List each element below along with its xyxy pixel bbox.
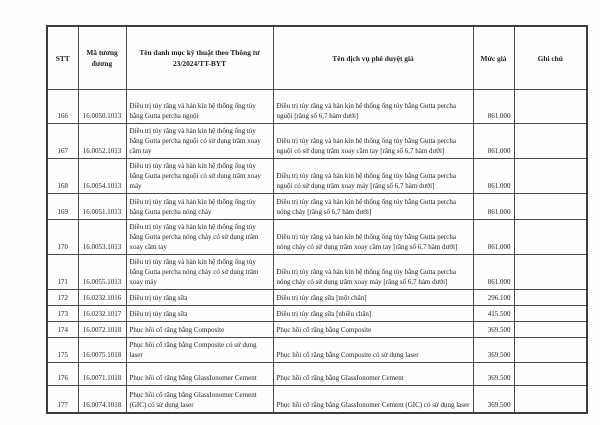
- cell-stt: 175: [47, 338, 78, 363]
- table-row: [47, 124, 587, 159]
- cell-stt: 176: [47, 363, 78, 386]
- cell-category: Phục hồi cổ răng bằng Composite có sử dụng laser: [126, 338, 273, 363]
- cell-category: Điều trị tủy răng sữa: [126, 306, 273, 322]
- cell-code: 16.0050.1013: [78, 90, 126, 124]
- cell-note: [514, 90, 587, 124]
- cell-category: Điều trị tủy răng sữa: [126, 290, 273, 306]
- header-service: Tên dịch vụ phê duyệt giá: [273, 26, 473, 90]
- cell-stt: 174: [47, 322, 78, 338]
- cell-price: 861.000: [473, 255, 514, 290]
- table-row: [47, 194, 587, 220]
- cell-price: 861.000: [473, 220, 514, 255]
- cell-service: Phục hồi cổ răng bằng GlassIonomer Cement (GIC) có sử dụng laser: [273, 386, 473, 414]
- cell-code: 16.0075.1018: [78, 338, 126, 363]
- cell-note: [514, 159, 587, 194]
- cell-category: Điều trị tủy răng và hàn kín hệ thống ống tủy bằng Gutta percha nguội có sử dụng trâm xoay máy: [126, 159, 273, 194]
- cell-category: Phục hồi cổ răng bằng GlassIonomer Cement: [126, 363, 273, 386]
- cell-price: 861.000: [473, 90, 514, 124]
- cell-price: 861.000: [473, 159, 514, 194]
- cell-stt: 169: [47, 194, 78, 220]
- cell-category: Phục hồi cổ răng bằng Composite: [126, 322, 273, 338]
- cell-stt: 173: [47, 306, 78, 322]
- cell-code: 16.0052.1013: [78, 124, 126, 159]
- table-row: [47, 220, 587, 255]
- cell-code: 16.0074.1018: [78, 386, 126, 414]
- cell-note: [514, 124, 587, 159]
- cell-code: 16.0053.1013: [78, 220, 126, 255]
- cell-service: Điều trị tủy răng sữa [một chân]: [273, 290, 473, 306]
- table-row: [47, 338, 587, 363]
- cell-price: 369.500: [473, 386, 514, 414]
- table-row: [47, 322, 587, 338]
- cell-category: Điều trị tủy răng và hàn kín hệ thống ống tủy bằng Gutta percha nóng chảy: [126, 194, 273, 220]
- cell-service: Điều trị tủy răng và hàn kín hệ thống ống tủy bằng Gutta percha nóng chảy có sử dụng trâm xoay máy [răng số 6,7 hàm dưới]: [273, 255, 473, 290]
- cell-price: 861.000: [473, 194, 514, 220]
- cell-category: Điều trị tủy răng và hàn kín hệ thống ống tủy bằng Gutta percha nguội: [126, 90, 273, 124]
- cell-note: [514, 194, 587, 220]
- cell-note: [514, 255, 587, 290]
- cell-price: 369.500: [473, 338, 514, 363]
- cell-note: [514, 386, 587, 414]
- cell-stt: 168: [47, 159, 78, 194]
- cell-service: Phục hồi cổ răng bằng GlassIonomer Cement: [273, 363, 473, 386]
- cell-note: [514, 290, 587, 306]
- cell-price: 369.500: [473, 363, 514, 386]
- cell-service: Điều trị tủy răng và hàn kín hệ thống ống tủy bằng Gutta percha nóng chảy có sử dụng trâm xoay cầm tay [răng số 6,7 hàm dưới]: [273, 220, 473, 255]
- cell-price: 415.500: [473, 306, 514, 322]
- cell-stt: 167: [47, 124, 78, 159]
- table-row: [47, 255, 587, 290]
- cell-category: Điều trị tủy răng và hàn kín hệ thống ống tủy bằng Gutta percha nóng chảy có sử dụng trâm xoay máy: [126, 255, 273, 290]
- table-header: [47, 26, 587, 90]
- cell-service: Phục hồi cổ răng bằng Composite: [273, 322, 473, 338]
- header-note: Ghi chú: [514, 26, 587, 90]
- cell-stt: 166: [47, 90, 78, 124]
- cell-service: Điều trị tủy răng và hàn kín hệ thống ống tủy bằng Gutta percha nguội có sử dụng trâm xoay cầm tay [răng số 6,7 hàm dưới]: [273, 124, 473, 159]
- cell-stt: 172: [47, 290, 78, 306]
- cell-category: Phục hồi cổ răng bằng GlassIonomer Cement (GIC) có sử dụng laser: [126, 386, 273, 414]
- cell-service: Điều trị tủy răng và hàn kín hệ thống ống tủy bằng Gutta percha nguội [răng số 6,7 hàm dưới]: [273, 90, 473, 124]
- cell-code: 16.0055.1013: [78, 255, 126, 290]
- cell-note: [514, 306, 587, 322]
- cell-note: [514, 322, 587, 338]
- cell-stt: 171: [47, 255, 78, 290]
- table-body: [47, 90, 587, 414]
- cell-price: 861.000: [473, 124, 514, 159]
- table-row: [47, 386, 587, 414]
- service-price-table: [46, 25, 588, 414]
- cell-stt: 177: [47, 386, 78, 414]
- cell-service: Điều trị tủy răng và hàn kín hệ thống ống tủy bằng Gutta percha nguội có sử dụng trâm xoay máy [răng số 6,7 hàm dưới]: [273, 159, 473, 194]
- header-code: Mã tương đương: [78, 26, 126, 90]
- table-row: [47, 363, 587, 386]
- cell-code: 16.0054.1013: [78, 159, 126, 194]
- table-row: [47, 306, 587, 322]
- header-price: Mức giá: [473, 26, 514, 90]
- cell-code: 16.0232.1016: [78, 290, 126, 306]
- cell-service: Điều trị tủy răng và hàn kín hệ thống ống tủy bằng Gutta percha nóng chảy [răng số 6,7 hàm dưới]: [273, 194, 473, 220]
- cell-note: [514, 220, 587, 255]
- cell-price: 296.100: [473, 290, 514, 306]
- header-stt: STT: [47, 26, 78, 90]
- cell-code: 16.0072.1018: [78, 322, 126, 338]
- cell-code: 16.0071.1018: [78, 363, 126, 386]
- table-row: [47, 290, 587, 306]
- header-category: Tên danh mục kỹ thuật theo Thông tư 23/2024/TT-BYT: [126, 26, 273, 90]
- cell-category: Điều trị tủy răng và hàn kín hệ thống ống tủy bằng Gutta percha nóng chảy có sử dụng trâm xoay cầm tay: [126, 220, 273, 255]
- header-row: [47, 26, 587, 90]
- table-row: [47, 90, 587, 124]
- cell-price: 369.500: [473, 322, 514, 338]
- cell-code: 16.0051.1013: [78, 194, 126, 220]
- cell-code: 16.0232.1017: [78, 306, 126, 322]
- cell-note: [514, 363, 587, 386]
- cell-service: Điều trị tủy răng sữa [nhiều chân]: [273, 306, 473, 322]
- cell-stt: 170: [47, 220, 78, 255]
- cell-note: [514, 338, 587, 363]
- table-row: [47, 159, 587, 194]
- cell-service: Phục hồi cổ răng bằng Composite có sử dụng laser: [273, 338, 473, 363]
- cell-category: Điều trị tủy răng và hàn kín hệ thống ống tủy bằng Gutta percha nguội có sử dụng trâm xoay cầm tay: [126, 124, 273, 159]
